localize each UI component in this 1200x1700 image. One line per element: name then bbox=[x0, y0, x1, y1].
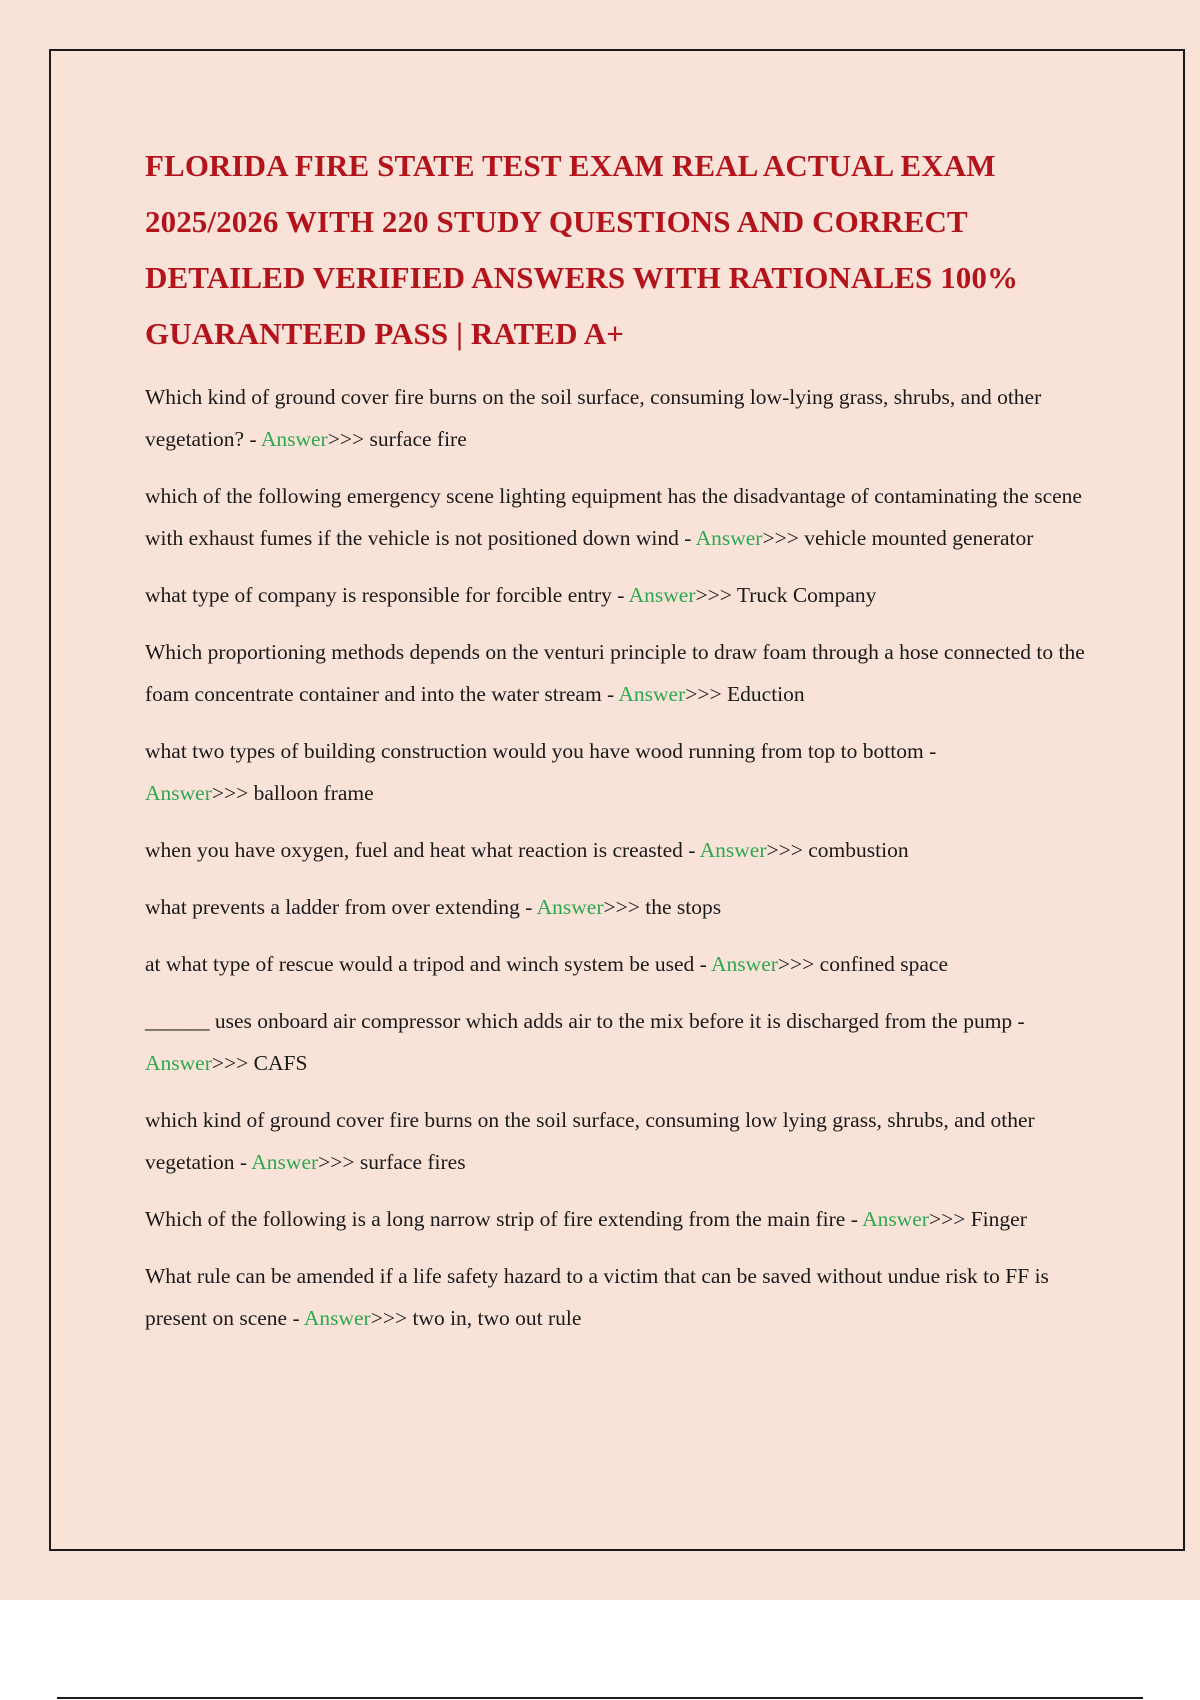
question-text: when you have oxygen, fuel and heat what reaction is creasted - bbox=[145, 838, 700, 862]
answer-label: Answer bbox=[260, 427, 328, 451]
qa-item bbox=[145, 829, 1095, 871]
answer-label: Answer bbox=[862, 1207, 929, 1231]
answer-arrows: >>> bbox=[685, 682, 728, 706]
answer-arrows: >>> bbox=[766, 838, 809, 862]
answer-text: surface fire bbox=[369, 427, 467, 451]
answer-arrows: >>> bbox=[777, 952, 820, 976]
qa-item bbox=[145, 1099, 1095, 1183]
answer-label: Answer bbox=[251, 1150, 319, 1174]
answer-text: confined space bbox=[819, 952, 949, 976]
answer-arrows: >>> bbox=[318, 1150, 360, 1174]
qa-item bbox=[145, 730, 1095, 814]
answer-label: Answer bbox=[303, 1306, 371, 1330]
answer-text: Finger bbox=[970, 1207, 1027, 1231]
question-text: What rule can be amended if a life safety hazard to a victim that can be saved without undue risk to FF is present on scene - bbox=[145, 1264, 1049, 1330]
question-text: Which kind of ground cover fire burns on the soil surface, consuming low-lying grass, shrubs, and other vegetation? - bbox=[145, 385, 1042, 451]
question-list bbox=[145, 376, 1095, 1339]
answer-text: Eduction bbox=[727, 682, 805, 706]
question-text: what type of company is responsible for forcible entry - bbox=[145, 583, 629, 607]
bottom-divider bbox=[57, 1697, 1143, 1699]
question-text: Which proportioning methods depends on the venturi principle to draw foam through a hose connected to the foam concentrate container and into the water stream - bbox=[145, 640, 1085, 706]
question-text: at what type of rescue would a tripod and winch system be used - bbox=[145, 952, 712, 976]
question-text: Which of the following is a long narrow strip of fire extending from the main fire - bbox=[145, 1207, 863, 1231]
qa-item bbox=[145, 1000, 1095, 1084]
qa-item bbox=[145, 475, 1095, 559]
qa-item bbox=[145, 376, 1095, 460]
answer-label: Answer bbox=[536, 895, 604, 919]
answer-text: surface fires bbox=[359, 1150, 466, 1174]
qa-item bbox=[145, 1255, 1095, 1339]
answer-arrows: >>> bbox=[603, 895, 646, 919]
question-text: which kind of ground cover fire burns on the soil surface, consuming low lying grass, shrubs, and other vegetation - bbox=[145, 1108, 1035, 1174]
question-text: what two types of building construction would you have wood running from top to bottom - bbox=[145, 739, 937, 763]
qa-item bbox=[145, 886, 1095, 928]
answer-arrows: >>> bbox=[928, 1207, 971, 1231]
answer-arrows: >>> bbox=[695, 583, 737, 607]
answer-label: Answer bbox=[618, 682, 686, 706]
qa-item bbox=[145, 631, 1095, 715]
answer-arrows: >>> bbox=[762, 526, 805, 550]
answer-text: the stops bbox=[645, 895, 722, 919]
qa-item bbox=[145, 1198, 1095, 1240]
answer-text: balloon frame bbox=[253, 781, 374, 805]
answer-arrows: >>> bbox=[327, 427, 370, 451]
document-title: FLORIDA FIRE STATE TEST EXAM REAL ACTUAL EXAM 2025/2026 WITH 220 STUDY QUESTIONS AND CORRECT DETAILED VERIFIED ANSWERS WITH RATIONALES 100% GUARANTEED PASS | RATED A+ bbox=[145, 148, 1019, 351]
answer-label: Answer bbox=[145, 1051, 212, 1075]
answer-text: CAFS bbox=[253, 1051, 308, 1075]
answer-text: combustion bbox=[808, 838, 909, 862]
question-text: what prevents a ladder from over extending - bbox=[145, 895, 537, 919]
answer-text: Truck Company bbox=[736, 583, 877, 607]
answer-text: two in, two out rule bbox=[412, 1306, 582, 1330]
qa-item bbox=[145, 943, 1095, 985]
answer-label: Answer bbox=[711, 952, 778, 976]
answer-arrows: >>> bbox=[211, 781, 254, 805]
qa-item bbox=[145, 574, 1095, 616]
answer-text: vehicle mounted generator bbox=[804, 526, 1034, 550]
question-text: ______ uses onboard air compressor which adds air to the mix before it is discharged from the pump - bbox=[145, 1009, 1025, 1033]
document-content bbox=[145, 138, 1095, 1354]
answer-arrows: >>> bbox=[370, 1306, 413, 1330]
answer-arrows: >>> bbox=[211, 1051, 254, 1075]
answer-label: Answer bbox=[695, 526, 763, 550]
answer-label: Answer bbox=[145, 781, 212, 805]
answer-label: Answer bbox=[699, 838, 767, 862]
answer-label: Answer bbox=[628, 583, 696, 607]
question-text: which of the following emergency scene lighting equipment has the disadvantage of contaminating the scene with exhaust fumes if the vehicle is not positioned down wind - bbox=[145, 484, 1082, 550]
